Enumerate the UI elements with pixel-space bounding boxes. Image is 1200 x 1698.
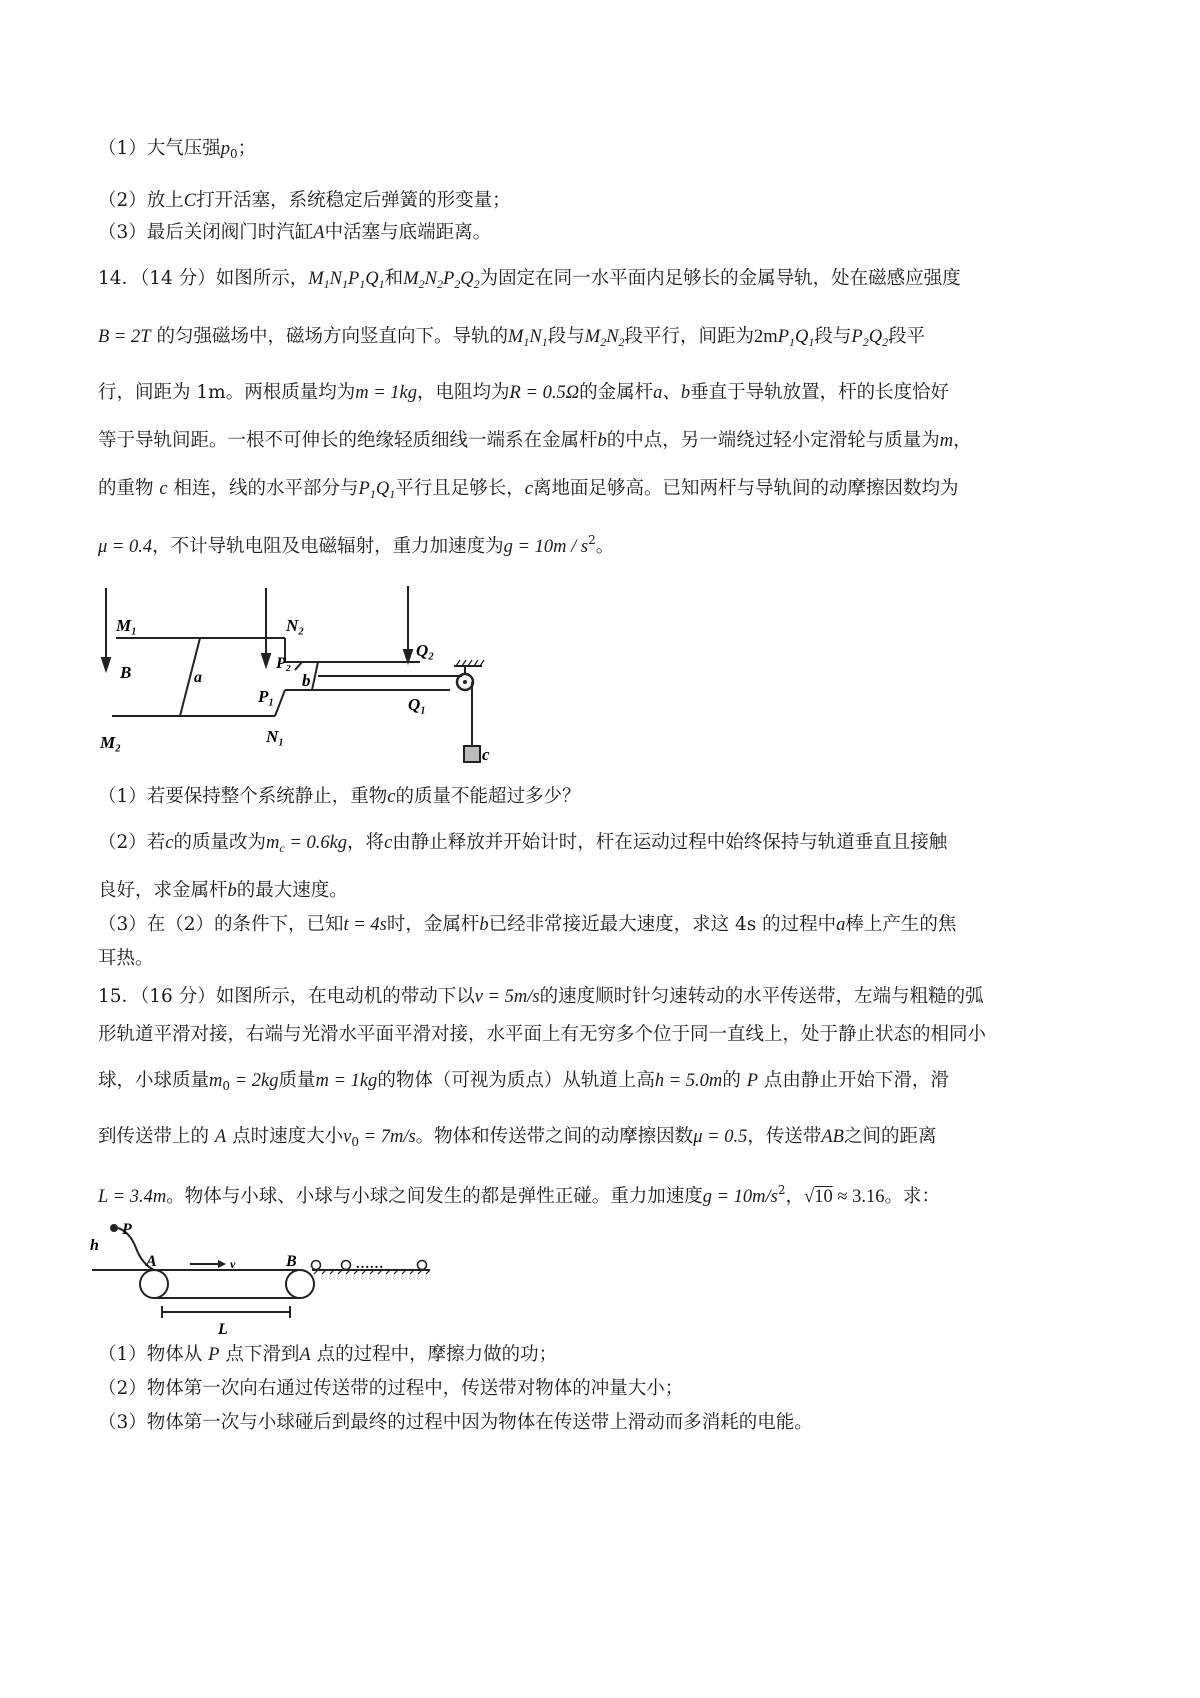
- q14-sub3: （3）在（2）的条件下，已知t = 4s时，金属杆b已经非常接近最大速度，求这 4s 的过程中a棒上产生的焦: [98, 914, 957, 935]
- q14-line6: μ = 0.4，不计导轨电阻及电磁辐射，重力加速度为$g = 10m / s^2$。: [98, 533, 615, 557]
- q14-line3: 行，间距为 1m。两根质量均为m = 1kg，电阻均为R = 0.5Ω的金属杆a、b垂直于导轨放置，杆的长度恰好: [98, 382, 950, 403]
- label-M1: M₁: [116, 616, 138, 635]
- q13-sub3: （3）最后关闭阀门时汽缸A中活塞与底端距离。: [98, 222, 492, 243]
- label-B: B: [286, 1253, 297, 1270]
- q14-line1: 14．（14 分）如图所示，$M_1N_1P_1Q_1$和$M_2N_2P_2Q_2$为固定在同一水平面内足够长的金属导轨，处在磁感应强度: [98, 268, 961, 291]
- label-M2: M₂: [100, 733, 122, 752]
- rail-diagram: [90, 578, 510, 778]
- q14-line2: B = 2T 的匀强磁场中，磁场方向竖直向下。导轨的$M_1N_1$段与$M_2N_2$段平行，间距为$2mP_1Q_1$段与$P_2Q_2$段平: [98, 326, 926, 349]
- label-Q2: Q₂: [416, 641, 435, 660]
- q14-sub2: （2）若c的质量改为$m_c = 0.6kg$，将c由静止释放并开始计时，杆在运动过程中始终保持与轨道垂直且接触: [98, 832, 948, 855]
- label-P2: P₂: [276, 655, 292, 672]
- label-N2: N₂: [286, 616, 305, 635]
- q14-line4: 等于导轨间距。一根不可伸长的绝缘轻质细线一端系在金属杆b的中点，另一端绕过轻小定滑轮与质量为m，: [98, 430, 972, 451]
- label-B: B: [120, 663, 132, 682]
- label-v: v: [230, 1257, 236, 1271]
- q13-sub1: （1）大气压强$p_0$；: [98, 138, 257, 161]
- label-Q1: Q₁: [408, 695, 427, 714]
- q15-sub1: （1）物体从 P 点下滑到A 点的过程中，摩擦力做的功；: [98, 1344, 558, 1365]
- q15-line2: 形轨道平滑对接，右端与光滑水平面平滑对接，水平面上有无穷多个位于同一直线上，处于静止状态的相同小: [98, 1024, 987, 1045]
- label-b: b: [302, 671, 311, 690]
- conveyor-diagram: [90, 1222, 440, 1342]
- q14-sub2-line2: 良好，求金属杆b的最大速度。: [98, 880, 348, 901]
- q14-sub1: （1）若要保持整个系统静止，重物c的质量不能超过多少？: [98, 786, 581, 807]
- label-a: a: [194, 669, 202, 686]
- q15-sub3: （3）物体第一次与小球碰后到最终的过程中因为物体在传送带上滑动而多消耗的电能。: [98, 1412, 813, 1433]
- label-N1: N₁: [266, 727, 285, 746]
- q15-line3: 球，小球质量$m_0 = 2kg$质量m = 1kg的物体（可视为质点）从轨道上高h = 5.0m的 P 点由静止开始下滑，滑: [98, 1070, 949, 1093]
- label-c: c: [482, 745, 490, 764]
- label-P1: P₁: [258, 687, 275, 706]
- q15-sub2: （2）物体第一次向右通过传送带的过程中，传送带对物体的冲量大小；: [98, 1378, 684, 1399]
- label-L: L: [218, 1321, 228, 1338]
- q15-line5: L = 3.4m。物体与小球、小球与小球之间发生的都是弹性正碰。重力加速度$g = 10m/s^2$，√10 ≈ 3.16。求：: [98, 1183, 940, 1207]
- label-P: P: [122, 1222, 132, 1238]
- q15-line1: 15．（16 分）如图所示，在电动机的带动下以v = 5m/s的速度顺时针匀速转动的水平传送带，左端与粗糙的弧: [98, 986, 984, 1007]
- q13-sub2: （2）放上C打开活塞，系统稳定后弹簧的形变量；: [98, 190, 511, 211]
- label-A: A: [146, 1253, 157, 1270]
- q14-sub3-line2: 耳热。: [98, 948, 154, 969]
- label-h: h: [90, 1237, 99, 1254]
- q14-line5: 的重物 c 相连，线的水平部分与$P_1Q_1$平行且足够长，c离地面足够高。已知两杆与导轨间的动摩擦因数均为: [98, 478, 959, 501]
- label-dots: ……: [356, 1257, 384, 1272]
- q15-line4: 到传送带上的 A 点时速度大小$v_0 = 7m/s$。物体和传送带之间的动摩擦因数μ = 0.5，传送带AB之间的距离: [98, 1126, 937, 1149]
